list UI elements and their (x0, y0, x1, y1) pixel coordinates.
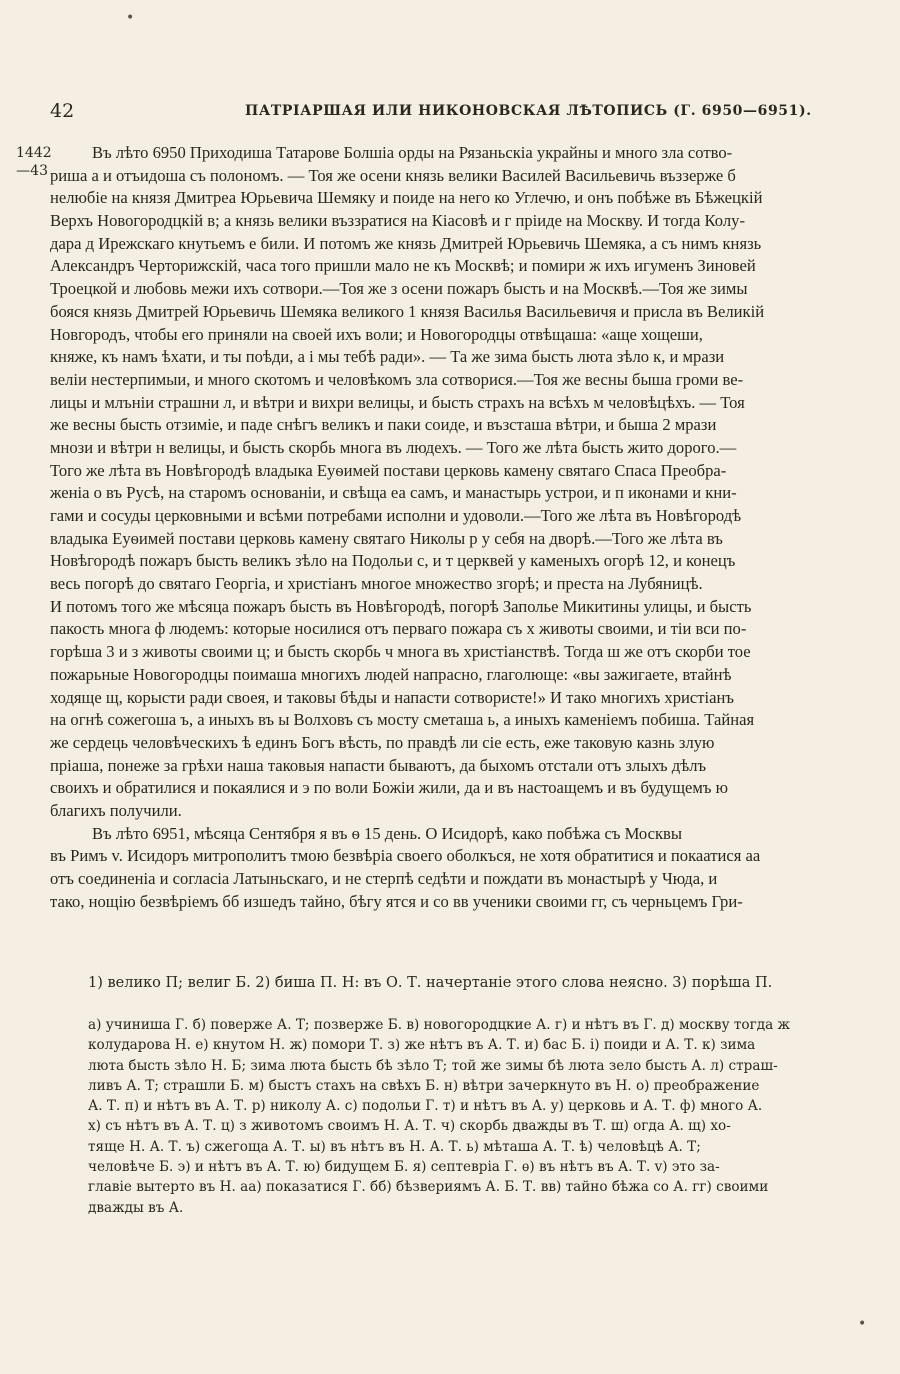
text-line: риша а и отъидоша съ полономъ. — Тоя же осени князь велики Василей Васильевичь въззерже б (50, 165, 736, 185)
footnote-line: тяще Н. А. Т. ъ) сжегоща А. Т. ы) въ нѣтъ въ Н. А. Т. ь) мѣташа А. Т. ѣ) человѣцѣ А. Т; (88, 1138, 701, 1155)
print-speck: • (126, 10, 135, 26)
text-line: Въ лѣто 6950 Приходиша Татарове Болшiа орды на Рязаньскiа украйны и много зла сотво- (92, 143, 733, 162)
text-line: горѣша 3 и з животы своими ц; и бысть скорбь ч многа въ христiанствѣ. Тогда ш же отъ скорби тое (50, 642, 751, 662)
running-title: ПАТРІАРШАЯ ИЛИ НИКОНОВСКАЯ ЛѢТОПИСЬ (Г. 6950—6951). (245, 103, 812, 119)
footnote-line: человѣче Б. э) и нѣтъ въ А. Т. ю) бидущем Б. я) септеврiа Г. ѳ) въ нѣтъ въ А. Т. v) это за- (88, 1159, 720, 1176)
text-line: Верхъ Новогородцкiй в; а князь велики въззратися на Кiасовѣ и г прiиде на Москву. И тогда Колу- (50, 211, 745, 231)
print-speck: • (858, 1316, 867, 1332)
text-line: же весны бысть отзимiе, и паде снѣгъ великъ и паки соиде, и възсташа вѣтри, и быша 2 мрази (50, 415, 717, 435)
text-line: Троецкой и любовь межи ихъ сотвори.—Тоя же з осени пожаръ бысть и на Москвѣ.—Тоя же зимы (50, 279, 748, 299)
text-line: своихъ и обратилися и покаялися и э по воли Божiи жили, да и въ настоащемъ и въ будущемъ ю (50, 778, 729, 798)
text-line: И потомъ того же мѣсяца пожаръ бысть въ Новѣгородѣ, погорѣ Заполье Микитины улицы, и бысть (50, 596, 752, 616)
page-number: 42 (50, 100, 75, 122)
footnote-line: х) съ нѣтъ въ А. Т. ц) з животомъ своимъ Н. А. Т. ч) скорбь дважды въ Т. ш) огда А. щ) хо- (88, 1118, 731, 1135)
footnote-line: колударова Н. е) кнутом Н. ж) помори Т. з) же нѣтъ въ А. Т. и) бас Б. i) поиди и А. Т. к) зима (88, 1037, 756, 1054)
text-line: женiа о въ Русѣ, на старомъ основанiи, и свѣща еа самъ, и манастырь устрои, и п иконами и кни- (50, 483, 737, 503)
text-line: ходяще щ, корысти ради своея, и таковы бѣды и напасти сотвористе!» И тако многихъ христiанъ (50, 687, 734, 707)
main-text (50, 142, 875, 913)
text-line: въ Римъ v. Исидоръ митрополитъ тмою безвѣрiа своего оболкъся, не хотя обратитися и покаатися аа (50, 846, 761, 866)
text-line: лицы и млънiи страшни л, и вѣтри и вихри велицы, и бысть страхъ на всѣхъ м человѣцѣхъ. — Тоя (50, 392, 745, 412)
text-line: Того же лѣта въ Новѣгородѣ владыка Еуѳимей постави церковь камену святаго Спаса Преобра- (50, 460, 727, 480)
text-line: тако, нощiю безвѣрiемъ бб изшедъ тайно, бѣгу ятся и со вв ученики своими гг, съ черньцемъ Гри- (50, 891, 743, 911)
text-line: прiаша, понеже за грѣхи наша таковыя напасти бываютъ, да быхомъ отстали отъ злыхъ дѣлъ (50, 755, 707, 775)
year-marker-line: —43 (16, 163, 48, 179)
text-line: нелюбiе на князя Дмитреа Юрьевича Шемяку и поиде на него ко Углечю, и онъ побѣже въ Бѣжецкiй (50, 188, 763, 208)
footnote-line: А. Т. п) и нѣтъ въ А. Т. р) николу А. с) подольи Г. т) и нѣтъ въ А. у) церковь и А. Т. ф) много А. (88, 1098, 763, 1115)
text-line: Александръ Черторижскiй, часа того пришли мало не къ Москвѣ; и помири ж ихъ игуменъ Зиновей (50, 256, 756, 276)
text-line: пакость многа ф людемъ: которые носилися отъ перваго пожара съ х животы своими, и тiи вси по- (50, 619, 747, 639)
footnote-line: главiе вытерто въ Н. аа) показатися Г. бб) бѣзвериямъ А. Б. Т. вв) тайно бѣжа со А. гг) своими (88, 1179, 769, 1196)
text-line: же сердець человѣческихъ ѣ единъ Богъ вѣсть, по правдѣ ли сiе есть, еже таковую казнь злую (50, 732, 715, 752)
text-line: княже, къ намъ ѣхати, и ты поѣди, а i мы тебѣ ради». — Та же зима бысть люта зѣло к, и мрази (50, 347, 725, 367)
text-line: отъ соединенiа и согласiа Латыньскаго, и не стерпѣ седѣти и пождати въ монастырѣ у Чюда, и (50, 869, 718, 888)
footnote-line: люта бысть зѣло Н. Б; зима люта бысть бѣ зѣло Т; той же зимы бѣ люта зело бысть А. л) страш- (88, 1057, 778, 1074)
text-line: весь погорѣ до святаго Георгiа, и христiанъ многое множество згорѣ; и преста на Лубяницѣ. (50, 574, 703, 594)
year-marker (16, 144, 52, 180)
footnote-line: дважды въ А. (88, 1199, 184, 1216)
text-line: владыка Еуѳимей постави церковь камену святаго Николы р у себя на дворѣ.—Того же лѣта въ (50, 528, 723, 548)
text-line: Въ лѣто 6951, мѣсяца Сентября я въ ѳ 15 день. О Исидорѣ, како побѣжа съ Москвы (92, 823, 683, 843)
text-line: Новѣгородѣ пожаръ бысть великъ зѣло на Подольи с, и т церквей у каменыхъ огорѣ 12, и конецъ (50, 551, 736, 571)
text-line: мнози и вѣтри н велицы, и бысть скорбь многа въ людехъ. — Того же лѣта бысть жито дорого.— (50, 437, 737, 457)
text-line: пожарьные Новогородцы поимаша многихъ людей напрасно, глаголюще: «вы зажигаете, втайнѣ (50, 664, 732, 684)
footnote-line: а) учиниша Г. б) поверже А. Т; позверже Б. в) новогородцкие А. г) и нѣтъ въ Г. д) москву тогда ж (88, 1017, 791, 1033)
footnotes-variant-readings (88, 1015, 888, 1218)
text-line: дара д Ирежскаго кнутьемъ е били. И потомъ же князь Дмитрей Юрьевичь Шемяка, а съ нимъ князь (50, 233, 762, 253)
page-header (0, 100, 900, 126)
footnotes (88, 973, 888, 1216)
text-line: гами и сосуды церковными и всѣми потребами исполни и удоволи.—Того же лѣта въ Новѣгородѣ (50, 506, 742, 525)
text-line: велiи нестерпимыи, и много скотомъ и человѣкомъ зла сотворися.—Тоя же весны быша громи ве- (50, 369, 744, 389)
footnote-line: ливъ А. Т; страшли Б. м) быстъ стахъ на свѣхъ Б. н) вѣтри зачеркнуто въ Н. о) преображение (88, 1077, 760, 1094)
text-line: на огнѣ сожегоша ъ, а иныхъ въ ы Волховъ съ мосту сметаша ь, а иныхъ каменiемъ побиша. Тайная (50, 710, 755, 730)
text-line: Новгородъ, чтобы его приняли на своей ихъ воли; и Новогородцы отвѣщаша: «аще хощеши, (50, 324, 703, 344)
footnotes-numeric: 1) велико П; велиг Б. 2) биша П. Н: въ О. Т. начертанiе этого слова неясно. 3) порѣша П. (88, 975, 773, 991)
text-line: бояся князь Дмитрей Юрьевичь Шемяка великого 1 князя Василья Васильевичя и присла въ Великiй (50, 301, 765, 321)
year-marker-line: 1442 (16, 145, 52, 161)
text-line: благихъ получили. (50, 800, 182, 820)
